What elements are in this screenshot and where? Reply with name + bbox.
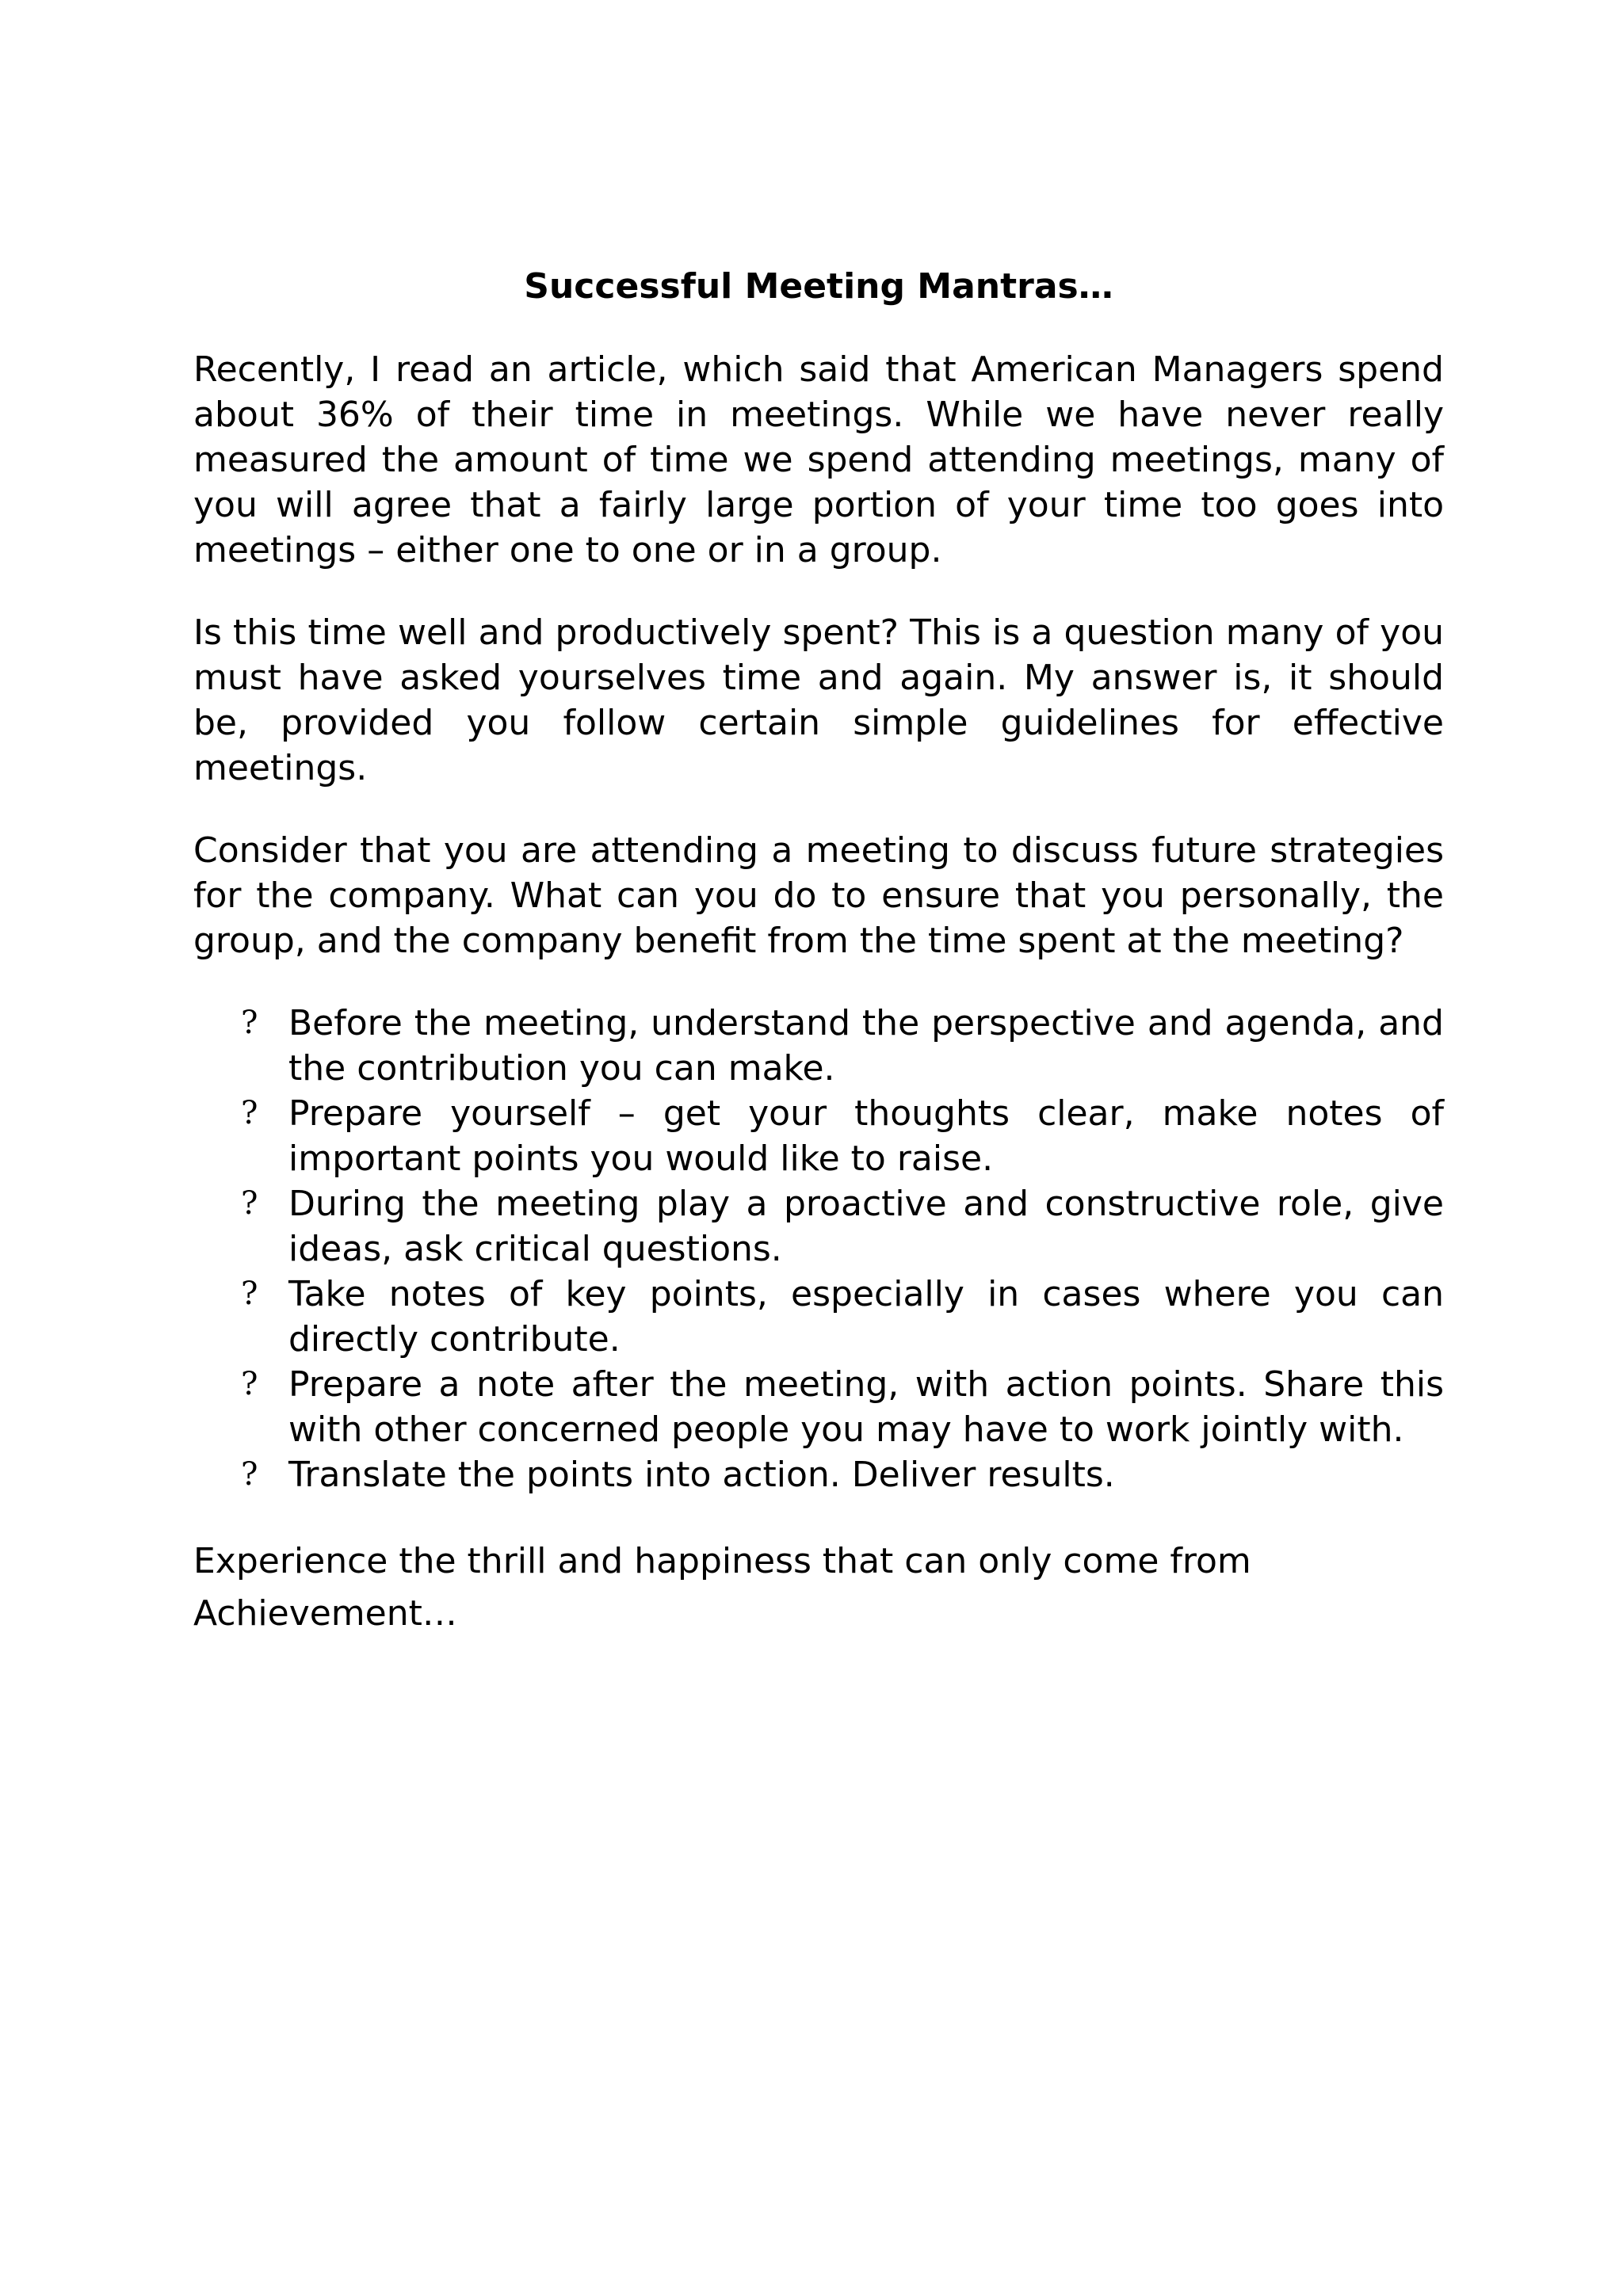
- closing-line-1: Experience the thrill and happiness that can only come from: [193, 1541, 1251, 1581]
- bullet-marker: ?: [241, 1185, 258, 1222]
- paragraph-intro: Recently, I read an article, which said that American Managers spend about 36% of their time in meetings. While we have never really measured the amount of time we spend attending meetings, many of you will agree that a fairly large portion of your time too goes into meetings – either one to one or in a group.: [193, 349, 1444, 570]
- list-item: [193, 1181, 1444, 1272]
- closing-statement: [193, 1535, 1444, 1640]
- list-item: [193, 1452, 1444, 1497]
- list-item-text: Before the meeting, understand the perspective and agenda, and the contribution you can make.: [288, 1003, 1444, 1089]
- list-item: [193, 1001, 1444, 1091]
- bullet-marker: ?: [241, 1005, 258, 1041]
- bullet-marker: ?: [241, 1276, 258, 1312]
- document-title: Successful Meeting Mantras…: [524, 266, 1113, 307]
- list-item: [193, 1091, 1444, 1181]
- guidelines-list: [193, 1001, 1444, 1497]
- bullet-marker: ?: [241, 1456, 258, 1493]
- list-item: [193, 1362, 1444, 1452]
- list-item-text: During the meeting play a proactive and constructive role, give ideas, ask critical questions.: [288, 1184, 1444, 1269]
- list-item-text: Prepare yourself – get your thoughts clear, make notes of important points you would like to raise.: [288, 1093, 1444, 1179]
- list-item-text: Prepare a note after the meeting, with action points. Share this with other concerned people you may have to work jointly with.: [288, 1364, 1444, 1450]
- bullet-marker: ?: [241, 1095, 258, 1131]
- closing-line-2: Achievement…: [193, 1593, 457, 1634]
- document-page: [193, 264, 1444, 1640]
- list-item-text: Translate the points into action. Deliver results.: [288, 1455, 1115, 1495]
- bullet-marker: ?: [241, 1366, 258, 1402]
- paragraph-question: Is this time well and productively spent? This is a question many of you must have asked yourselves time and again. My answer is, it should be, provided you follow certain simple guidelines for effective meetings.: [193, 612, 1444, 788]
- list-item-text: Take notes of key points, especially in cases where you can directly contribute.: [288, 1274, 1444, 1360]
- list-item: [193, 1272, 1444, 1362]
- paragraph-scenario: Consider that you are attending a meeting to discuss future strategies for the company. What can you do to ensure that you personally, the group, and the company benefit from the time spent at the meeting?: [193, 830, 1444, 961]
